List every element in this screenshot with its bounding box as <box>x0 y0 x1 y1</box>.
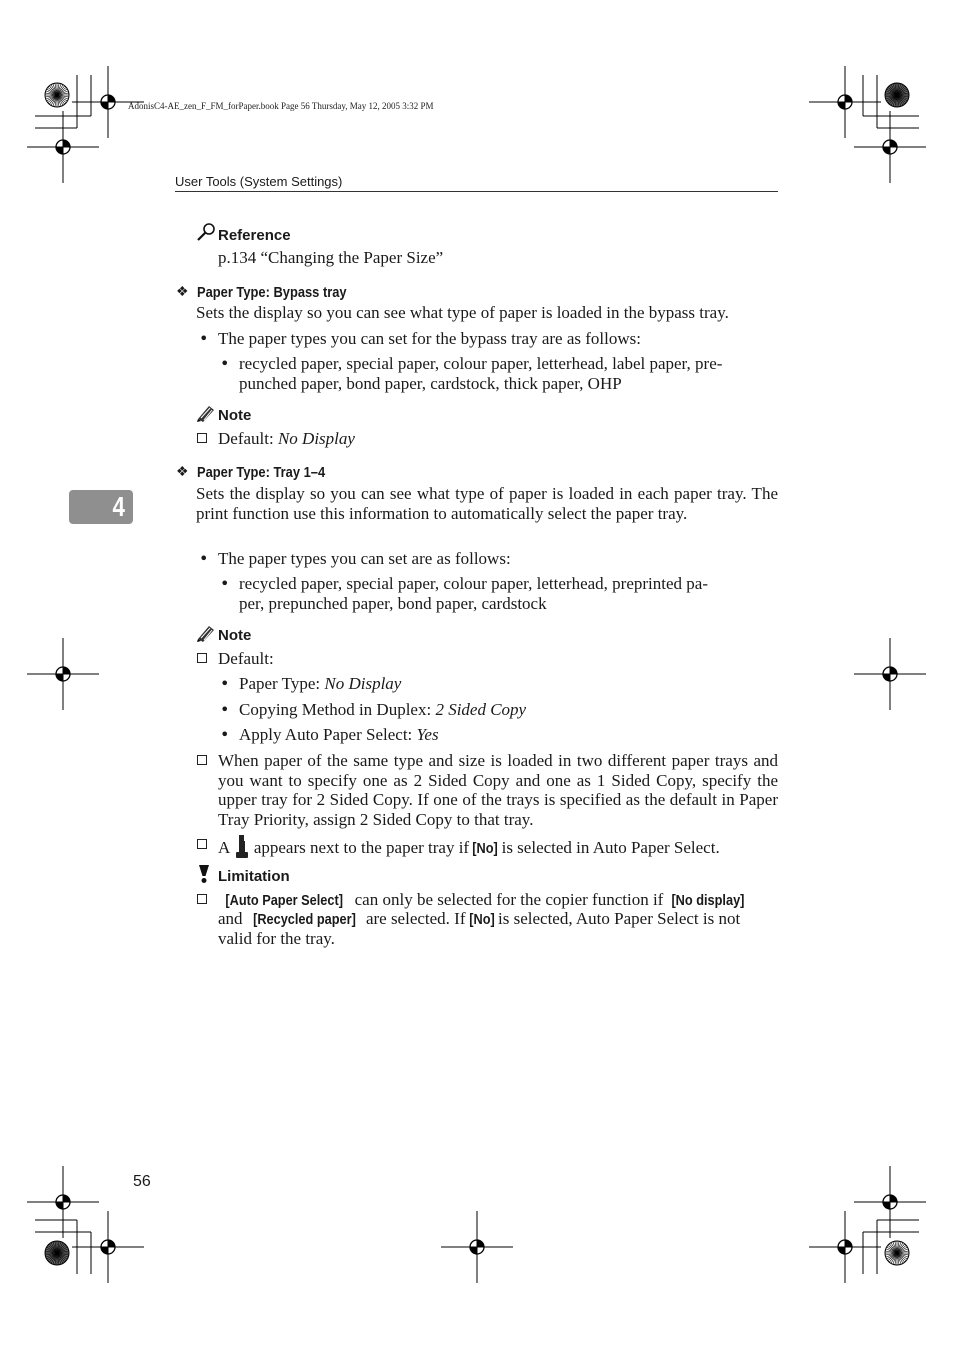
diamond-bullet-icon: ❖ <box>176 464 189 480</box>
limitation-line1: [Auto Paper Select] can only be selected for the copier function if [No display] <box>225 890 744 909</box>
tray-types-line2: per, prepunched paper, bond paper, cardstock <box>239 594 547 613</box>
bullet-icon: • <box>220 700 230 719</box>
checkbox-bullet-icon <box>197 433 207 443</box>
limitation-line3: valid for the tray. <box>218 929 335 948</box>
tray-note-default: Default: <box>218 649 274 668</box>
checkbox-bullet-icon <box>197 894 207 904</box>
tray-description: Sets the display so you can see what type of paper is loaded in each paper tray. The print function use this information to automatically select the paper tray. <box>196 484 778 523</box>
tray-types-line1: recycled paper, special paper, colour paper, letterhead, preprinted pa- <box>239 574 708 593</box>
color-target-mark <box>45 83 69 107</box>
registration-mark <box>27 638 99 710</box>
checkbox-bullet-icon <box>197 653 207 663</box>
bypass-types-line1: recycled paper, special paper, colour paper, letterhead, label paper, pre- <box>239 354 723 373</box>
chapter-number: 4 <box>112 491 126 522</box>
registration-mark <box>854 638 926 710</box>
bullet-icon: • <box>220 725 230 744</box>
registration-mark <box>854 111 926 183</box>
bypass-description: Sets the display so you can see what type of paper is loaded in the bypass tray. <box>196 303 729 322</box>
note-title: Note <box>218 627 252 644</box>
tray-note-icon: A appears next to the paper tray if [No] is selected in Auto Paper Select. <box>218 835 720 859</box>
file-info: AdonisC4-AE_zen_F_FM_forPaper.book Page 56 Thursday, May 12, 2005 3:32 PM <box>128 101 434 111</box>
bypass-note-default: Default: No Display <box>218 429 355 448</box>
registration-mark <box>27 111 99 183</box>
registration-mark <box>72 1211 144 1283</box>
bypass-types-line2: punched paper, bond paper, cardstock, thick paper, OHP <box>239 374 622 393</box>
color-target-mark <box>885 1241 909 1265</box>
limitation-line2: and [Recycled paper] are selected. If [No] is selected, Auto Paper Select is not <box>218 909 741 928</box>
magnifier-icon <box>196 222 216 242</box>
registration-mark <box>27 1166 99 1238</box>
checkbox-bullet-icon <box>197 755 207 765</box>
bullet-icon: • <box>199 329 209 348</box>
bullet-icon: • <box>220 574 230 593</box>
default-auto-select: Apply Auto Paper Select: Yes <box>239 725 439 744</box>
running-header: User Tools (System Settings) <box>175 174 778 192</box>
diamond-bullet-icon: ❖ <box>176 284 189 300</box>
default-paper-type: Paper Type: No Display <box>239 674 402 693</box>
default-copy-method: Copying Method in Duplex: 2 Sided Copy <box>239 700 527 719</box>
tray-key-icon <box>234 835 250 859</box>
color-target-mark <box>885 83 909 107</box>
pencil-note-icon <box>196 624 216 642</box>
tray-bullet: The paper types you can set are as follows: <box>218 549 511 568</box>
registration-mark <box>809 66 881 138</box>
tray-heading: Paper Type: Tray 1–4 <box>197 464 326 481</box>
note-title: Note <box>218 407 252 424</box>
reference-title: Reference <box>218 227 291 244</box>
limitation-title: Limitation <box>218 868 290 885</box>
bypass-bullet: The paper types you can set for the bypass tray are as follows: <box>218 329 641 348</box>
page-number: 56 <box>133 1173 151 1190</box>
registration-mark <box>441 1211 513 1283</box>
bullet-icon: • <box>199 549 209 568</box>
color-target-mark <box>45 1241 69 1265</box>
checkbox-bullet-icon <box>197 839 207 849</box>
pencil-note-icon <box>196 404 216 422</box>
registration-mark <box>809 1211 881 1283</box>
reference-link[interactable]: p.134 “Changing the Paper Size” <box>218 248 444 267</box>
bypass-heading: Paper Type: Bypass tray <box>197 284 347 301</box>
bullet-icon: • <box>220 674 230 693</box>
tray-note-duplex: When paper of the same type and size is loaded in two different paper trays and you want to specify one as 2 Sided Copy and one as 1 Sided Copy, specify the upper tray for 2 Sided Copy. If one of the trays is specified as the default in Paper Tray Priority, assign 2 Sided Copy to that tray. <box>218 751 778 829</box>
registration-mark <box>854 1166 926 1238</box>
limitation-icon <box>196 864 212 884</box>
bullet-icon: • <box>220 354 230 373</box>
chapter-tab <box>69 490 133 524</box>
